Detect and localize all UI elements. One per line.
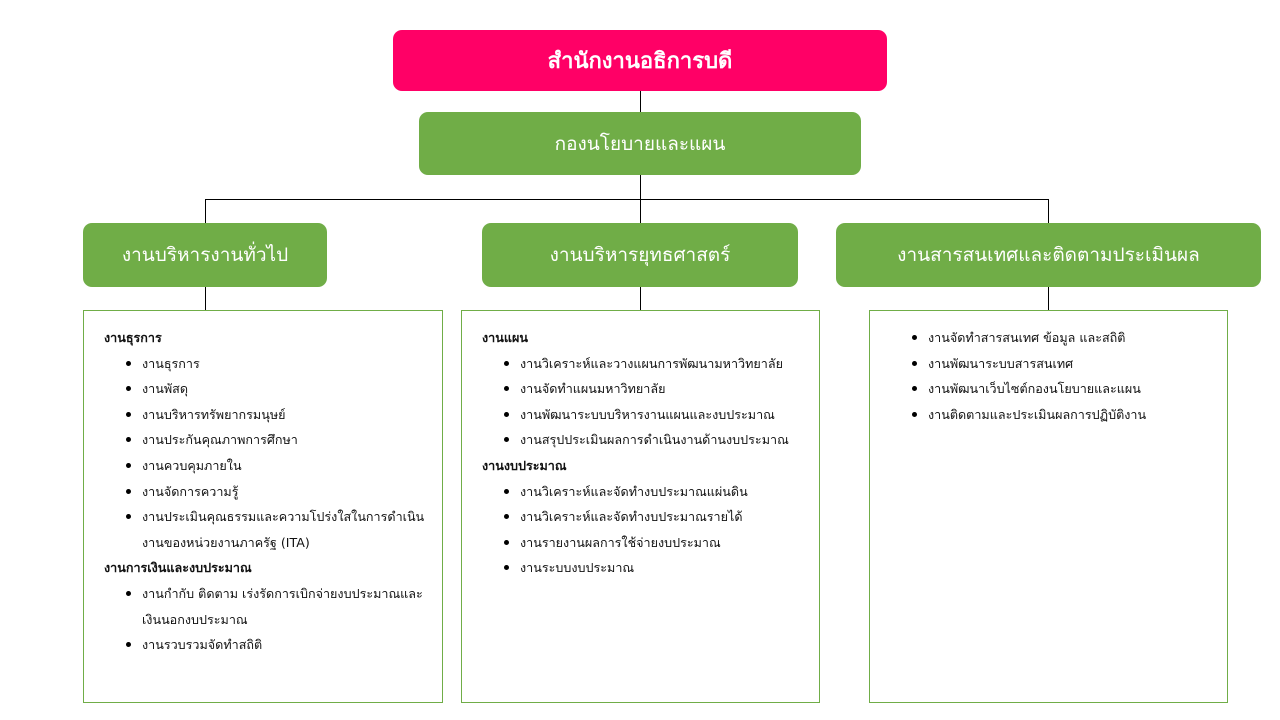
group-title: งานธุรการ	[104, 330, 162, 345]
group-title: งานแผน	[482, 330, 528, 345]
panel-strategy	[461, 310, 820, 703]
task-list	[104, 351, 432, 556]
panel-information	[869, 310, 1228, 703]
division-title-box	[419, 112, 861, 175]
list-item: งานพัฒนาระบบสารสนเทศ	[928, 351, 1217, 377]
list-item: งานรายงานผลการใช้จ่ายงบประมาณ	[520, 530, 809, 556]
list-item: งานประกันคุณภาพการศึกษา	[142, 427, 432, 453]
group-title: งานการเงินและงบประมาณ	[104, 560, 252, 576]
connector-section-3-to-panel	[1048, 287, 1049, 311]
panel-general-admin	[83, 310, 443, 703]
connector-to-section-3	[1048, 199, 1049, 223]
section-header-strategy	[482, 223, 798, 287]
list-item: งานควบคุมภายใน	[142, 453, 432, 479]
list-item: งานจัดทำแผนมหาวิทยาลัย	[520, 376, 809, 402]
office-title: สำนักงานอธิการบดี	[547, 49, 733, 74]
list-item: งานประเมินคุณธรรมและความโปร่งใสในการดำเนินงานของหน่วยงานภาครัฐ (ITA)	[142, 504, 432, 555]
division-title: กองนโยบายและแผน	[554, 132, 726, 155]
list-item: งานบริหารทรัพยากรมนุษย์	[142, 402, 432, 428]
group-title: งานงบประมาณ	[482, 457, 567, 473]
list-item: งานจัดการความรู้	[142, 479, 432, 505]
list-item: งานพัฒนาระบบบริหารงานแผนและงบประมาณ	[520, 402, 809, 428]
list-item: งานระบบงบประมาณ	[520, 555, 809, 581]
list-item: งานวิเคราะห์และจัดทำงบประมาณรายได้	[520, 504, 809, 530]
task-list	[104, 581, 432, 658]
office-title-box	[393, 30, 887, 91]
task-list	[482, 351, 809, 453]
list-item: งานพัฒนาเว็บไซต์กองนโยบายและแผน	[928, 376, 1217, 402]
list-item: งานธุรการ	[142, 351, 432, 377]
connector-to-section-1	[205, 199, 206, 223]
section-title: งานบริหารยุทธศาสตร์	[549, 244, 731, 266]
list-item: งานรวบรวมจัดทำสถิติ	[142, 632, 432, 658]
list-item: งานวิเคราะห์และวางแผนการพัฒนามหาวิทยาลัย	[520, 351, 809, 377]
connector-horizontal-bus	[205, 199, 1049, 200]
section-title: งานสารสนเทศและติดตามประเมินผล	[897, 244, 1200, 266]
connector-section-1-to-panel	[205, 287, 206, 311]
section-title: งานบริหารงานทั่วไป	[121, 244, 289, 266]
list-item: งานพัสดุ	[142, 376, 432, 402]
task-list	[890, 325, 1217, 427]
task-list	[482, 479, 809, 581]
list-item: งานวิเคราะห์และจัดทำงบประมาณแผ่นดิน	[520, 479, 809, 505]
section-header-information	[836, 223, 1261, 287]
list-item: งานจัดทำสารสนเทศ ข้อมูล และสถิติ	[928, 325, 1217, 351]
connector-top-to-division	[640, 91, 641, 112]
list-item: งานกำกับ ติดตาม เร่งรัดการเบิกจ่ายงบประมาณและเงินนอกงบประมาณ	[142, 581, 432, 632]
section-header-general-admin	[83, 223, 327, 287]
list-item: งานสรุปประเมินผลการดำเนินงานด้านงบประมาณ	[520, 427, 809, 453]
list-item: งานติดตามและประเมินผลการปฏิบัติงาน	[928, 402, 1217, 428]
